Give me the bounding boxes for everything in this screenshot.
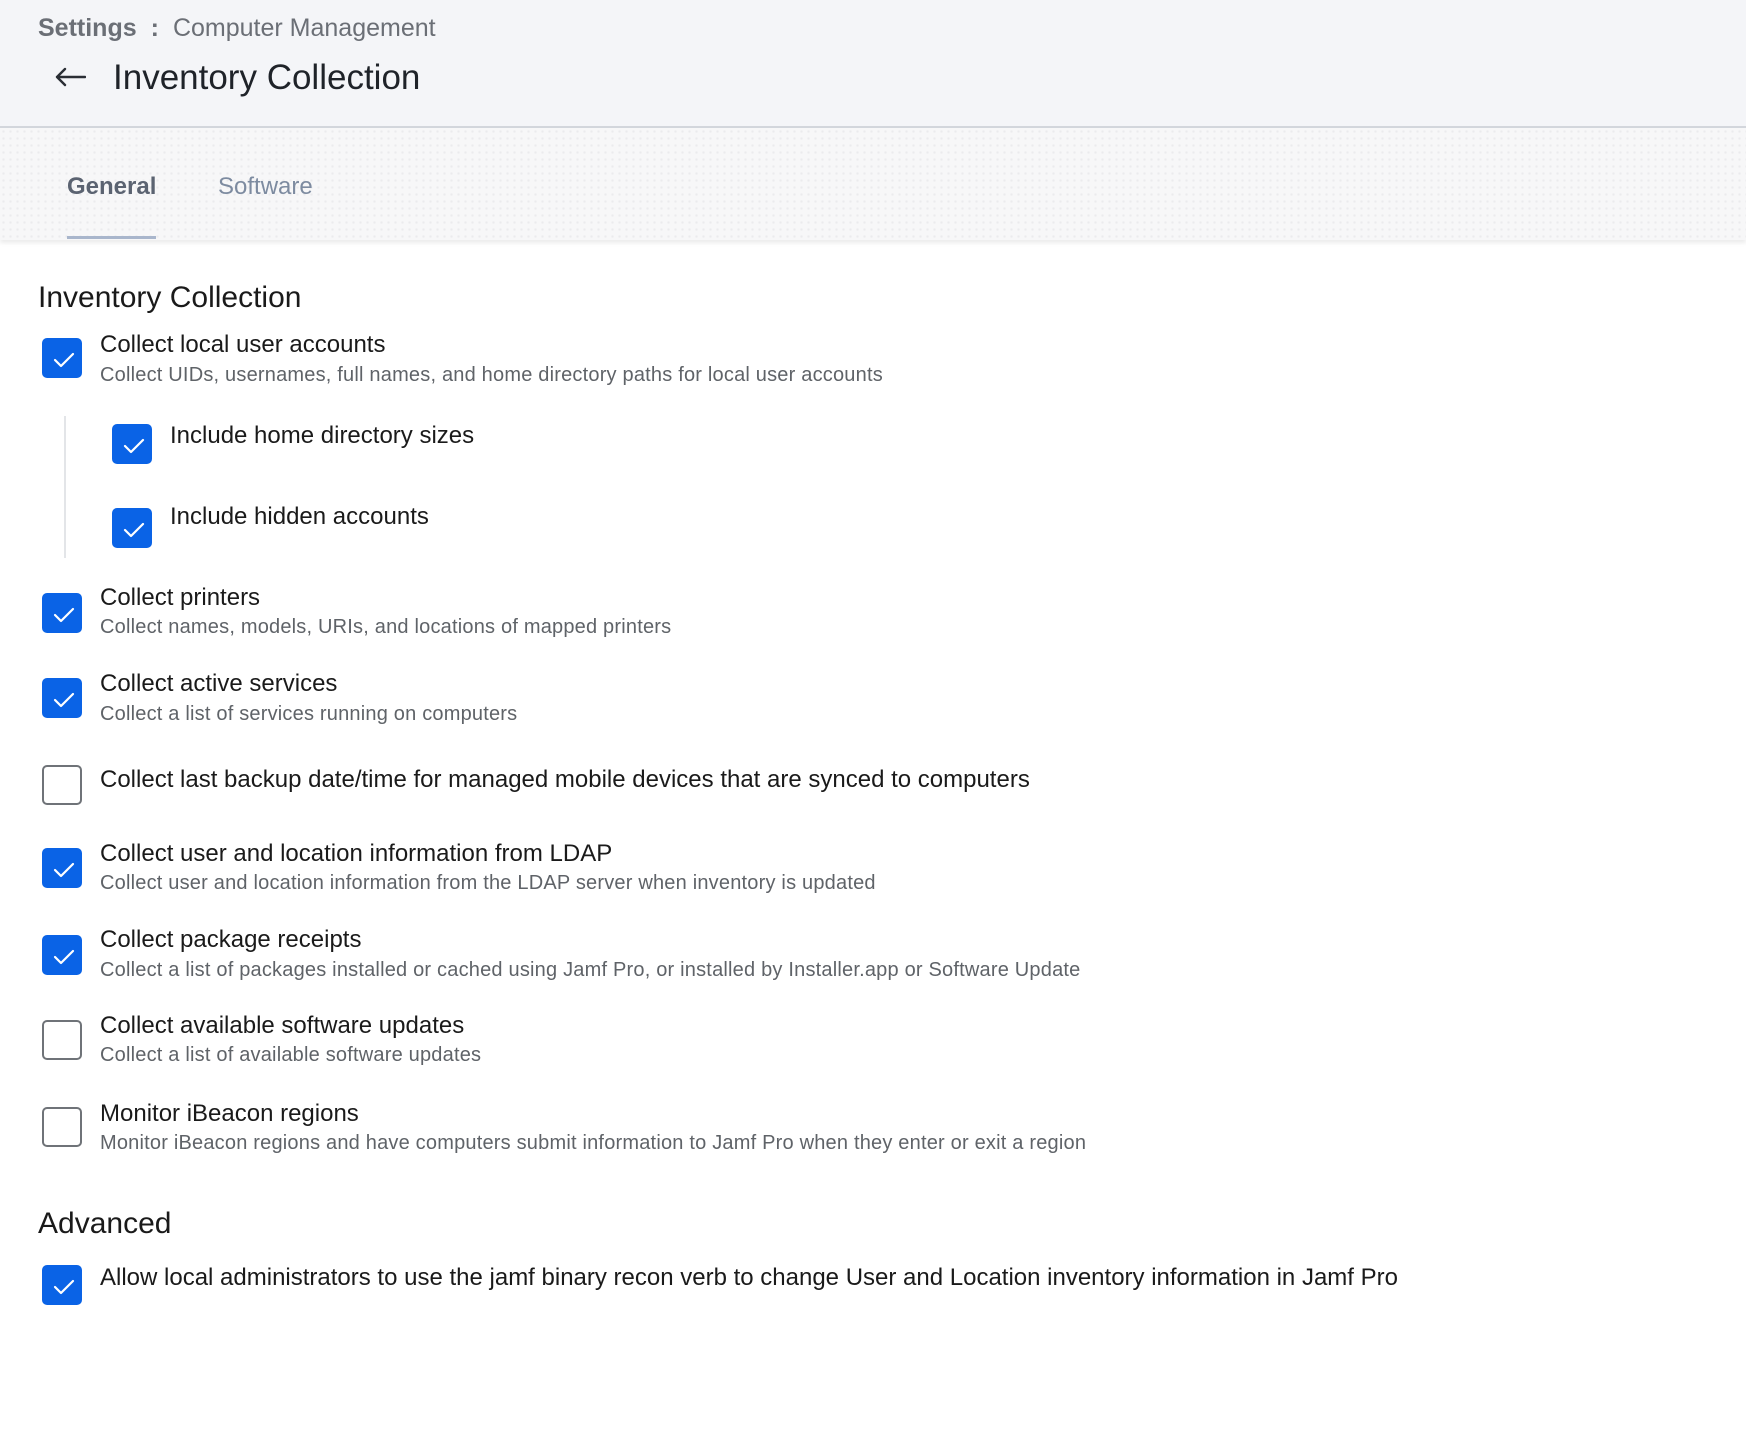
breadcrumb-separator: : (150, 14, 159, 42)
checkbox-collect-last-backup[interactable] (42, 765, 82, 805)
back-button[interactable] (50, 62, 90, 96)
checkbox-collect-package-receipts[interactable] (42, 935, 82, 975)
section-title-inventory-collection: Inventory Collection (38, 281, 302, 314)
option-include-home-directory-sizes (0, 424, 1746, 484)
option-label[interactable]: Include hidden accounts (170, 503, 429, 530)
option-description: Collect a list of services running on computers (100, 703, 518, 725)
option-collect-local-user-accounts (0, 330, 1746, 390)
option-collect-active-services (0, 669, 1746, 729)
tab-general[interactable]: General (67, 173, 157, 200)
option-description: Collect user and location information from the LDAP server when inventory is updated (100, 872, 876, 894)
checkbox-include-hidden-accounts[interactable] (112, 508, 152, 548)
option-label[interactable]: Collect last backup date/time for managed mobile devices that are synced to computers (100, 766, 1030, 793)
option-include-hidden-accounts (0, 503, 1746, 568)
option-collect-ldap (0, 839, 1746, 899)
checkbox-allow-recon-verb[interactable] (42, 1265, 82, 1305)
checkbox-collect-available-software-updates[interactable] (42, 1020, 82, 1060)
option-label[interactable]: Collect active services (100, 670, 338, 697)
page-title: Inventory Collection (113, 58, 421, 97)
active-tab-indicator (67, 236, 156, 239)
option-label[interactable]: Collect printers (100, 584, 261, 611)
breadcrumb-current[interactable]: Computer Management (172, 14, 436, 42)
option-label[interactable]: Allow local administrators to use the jamf binary recon verb to change User and Location inventory information in Jamf Pro (100, 1264, 1398, 1291)
checkbox-include-home-directory-sizes[interactable] (112, 424, 152, 464)
option-description: Collect names, models, URIs, and locations of mapped printers (100, 616, 672, 638)
option-monitor-ibeacon-regions (0, 1099, 1746, 1159)
checkbox-collect-printers[interactable] (42, 593, 82, 633)
option-collect-package-receipts (0, 925, 1746, 985)
page-header (0, 0, 1746, 128)
option-allow-recon-verb (0, 1265, 1746, 1325)
option-label[interactable]: Collect user and location information from LDAP (100, 840, 613, 867)
option-label[interactable]: Include home directory sizes (170, 422, 475, 449)
option-label[interactable]: Collect package receipts (100, 926, 362, 953)
option-label[interactable]: Collect local user accounts (100, 331, 386, 358)
option-description: Collect UIDs, usernames, full names, and home directory paths for local user accounts (100, 364, 883, 386)
checkbox-collect-ldap[interactable] (42, 848, 82, 888)
option-description: Collect a list of available software updates (100, 1044, 482, 1066)
tab-bar (0, 128, 1746, 240)
breadcrumb-settings[interactable]: Settings (38, 14, 137, 42)
checkbox-monitor-ibeacon-regions[interactable] (42, 1107, 82, 1147)
checkbox-collect-local-user-accounts[interactable] (42, 338, 82, 378)
option-collect-available-software-updates (0, 1011, 1746, 1071)
section-title-advanced: Advanced (38, 1207, 172, 1240)
option-description: Monitor iBeacon regions and have computers submit information to Jamf Pro when they enter or exit a region (100, 1132, 1087, 1154)
breadcrumb (38, 12, 436, 44)
checkbox-collect-active-services[interactable] (42, 678, 82, 718)
option-collect-last-backup (0, 765, 1746, 825)
tab-software[interactable]: Software (218, 173, 313, 200)
option-collect-printers (0, 583, 1746, 643)
option-label[interactable]: Collect available software updates (100, 1012, 465, 1039)
option-description: Collect a list of packages installed or cached using Jamf Pro, or installed by Installer.app or Software Update (100, 959, 1081, 981)
option-label[interactable]: Monitor iBeacon regions (100, 1100, 359, 1127)
arrow-left-icon (54, 67, 86, 92)
